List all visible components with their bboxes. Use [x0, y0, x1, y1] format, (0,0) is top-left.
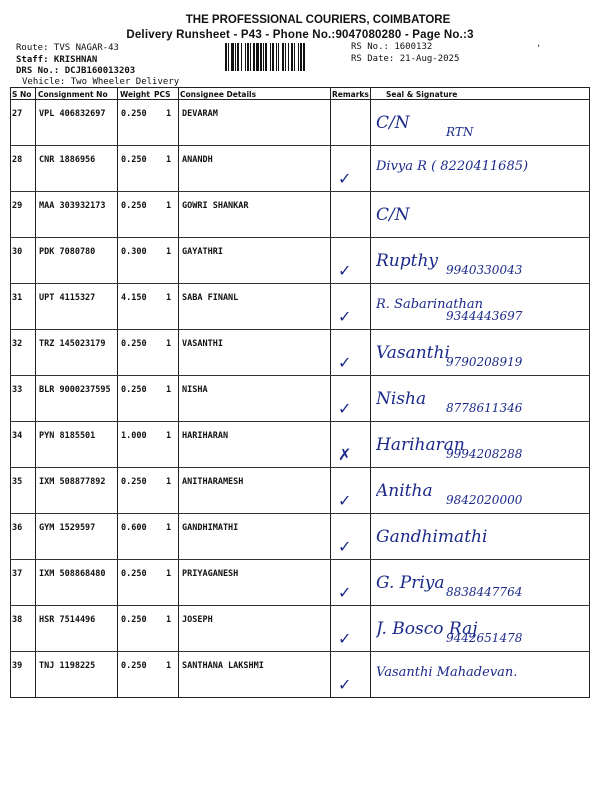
cell-consignee: NISHA: [182, 385, 208, 395]
barcode-bar: [282, 43, 284, 71]
row-divider: [10, 651, 590, 652]
cell-consignee: HARIHARAN: [182, 431, 229, 441]
rs-number: RS No.: 1600132: [351, 42, 433, 52]
cell-weight: 0.250: [121, 477, 147, 487]
cell-consignment: TNJ 1198225: [39, 661, 96, 671]
cell-consignee: GAYATHRI: [182, 247, 223, 257]
col-header-consignment: Consignment No: [38, 90, 108, 99]
barcode-bar: [231, 43, 234, 71]
cell-consignment: CNR 1886956: [39, 155, 96, 165]
row-divider: [10, 375, 590, 376]
barcode-image: [225, 43, 347, 71]
row-divider: [10, 191, 590, 192]
cell-sno: 37: [12, 569, 23, 579]
barcode-bar: [253, 43, 255, 71]
cell-weight: 0.600: [121, 523, 147, 533]
cell-consignment: MAA 303932173: [39, 201, 106, 211]
handwritten-note: RTN: [446, 125, 474, 139]
col-header-consignee: Consignee Details: [180, 90, 257, 99]
cell-weight: 1.000: [121, 431, 147, 441]
handwritten-signature: C/N: [376, 113, 410, 133]
handwritten-note: 9994208288: [446, 447, 523, 461]
remark-mark: ✓: [338, 537, 352, 556]
cell-sno: 38: [12, 615, 23, 625]
handwritten-signature: Vasanthi Mahadevan.: [376, 665, 518, 680]
handwritten-signature: C/N: [376, 205, 410, 225]
cell-consignment: IXM 508877892: [39, 477, 106, 487]
remark-mark: ✓: [338, 629, 352, 648]
cell-weight: 0.250: [121, 385, 147, 395]
handwritten-note: 9940330043: [446, 263, 523, 277]
cell-pcs: 1: [166, 523, 172, 533]
cell-consignment: HSR 7514496: [39, 615, 96, 625]
remark-mark: ✓: [338, 675, 352, 694]
row-divider: [10, 283, 590, 284]
cell-consignment: TRZ 145023179: [39, 339, 106, 349]
cell-consignee: ANANDH: [182, 155, 213, 165]
remark-mark: ✓: [338, 583, 352, 602]
barcode-bar: [263, 43, 264, 71]
runsheet-subtitle: Delivery Runsheet - P43 - Phone No.:9047080280 - Page No.:3: [126, 29, 474, 41]
barcode-bar: [278, 43, 279, 71]
barcode-bar: [235, 43, 236, 71]
handwritten-signature: G. Priya: [376, 573, 445, 593]
staff-label: Staff: KRISHNAN: [16, 55, 98, 65]
handwritten-signature: Rupthy: [376, 251, 439, 271]
handwritten-note: 8838447764: [446, 585, 523, 599]
cell-sno: 29: [12, 201, 23, 211]
cell-pcs: 1: [166, 201, 172, 211]
row-divider: [10, 145, 590, 146]
cell-weight: 0.250: [121, 569, 147, 579]
cell-sno: 36: [12, 523, 23, 533]
handwritten-signature: Divya R ( 8220411685): [376, 159, 529, 174]
table-bottom-border: [10, 697, 590, 698]
handwritten-note: 8778611346: [446, 401, 523, 415]
remark-mark: ✓: [338, 491, 352, 510]
cell-consignee: SANTHANA LAKSHMI: [182, 661, 264, 671]
table-header-border: [10, 99, 590, 100]
cell-pcs: 1: [166, 431, 172, 441]
barcode-bar: [270, 43, 271, 71]
cell-consignment: IXM 508868480: [39, 569, 106, 579]
cell-sno: 33: [12, 385, 23, 395]
cell-weight: 0.250: [121, 201, 147, 211]
row-divider: [10, 329, 590, 330]
barcode-bar: [228, 43, 229, 71]
company-title: THE PROFESSIONAL COURIERS, COIMBATORE: [185, 14, 451, 26]
cell-consignment: UPT 4115327: [39, 293, 96, 303]
barcode-bar: [241, 43, 242, 71]
handwritten-signature: Gandhimathi: [376, 527, 488, 547]
cell-pcs: 1: [166, 109, 172, 119]
barcode-bar: [256, 43, 259, 71]
remark-mark: ✓: [338, 353, 352, 372]
row-divider: [10, 237, 590, 238]
cell-consignee: GOWRI SHANKAR: [182, 201, 249, 211]
cell-weight: 0.250: [121, 661, 147, 671]
cell-pcs: 1: [166, 155, 172, 165]
barcode-bar: [245, 43, 246, 71]
cell-sno: 27: [12, 109, 23, 119]
cell-weight: 0.250: [121, 155, 147, 165]
cell-weight: 0.250: [121, 615, 147, 625]
cell-sno: 34: [12, 431, 23, 441]
cell-weight: 4.150: [121, 293, 147, 303]
cell-consignee: GANDHIMATHI: [182, 523, 239, 533]
handwritten-signature: J. Bosco Raj: [376, 619, 478, 639]
cell-weight: 0.300: [121, 247, 147, 257]
col-header-seal: Seal & Signature: [386, 90, 458, 99]
barcode-bar: [272, 43, 274, 71]
cell-sno: 30: [12, 247, 23, 257]
cell-sno: 31: [12, 293, 23, 303]
handwritten-signature: Anitha: [376, 481, 433, 501]
corner-mark: ': [536, 44, 542, 54]
rs-date: RS Date: 21-Aug-2025: [351, 54, 460, 64]
cell-pcs: 1: [166, 569, 172, 579]
cell-consignment: GYM 1529597: [39, 523, 96, 533]
drs-number: DRS No.: DCJB160013203: [16, 66, 136, 76]
col-header-pcs: PCS: [154, 90, 171, 99]
cell-consignment: PYN 8185501: [39, 431, 96, 441]
barcode-bar: [247, 43, 249, 71]
barcode-bar: [276, 43, 277, 71]
barcode-bar: [260, 43, 262, 71]
cell-pcs: 1: [166, 293, 172, 303]
row-divider: [10, 467, 590, 468]
cell-consignment: VPL 406832697: [39, 109, 106, 119]
cell-consignee: DEVARAM: [182, 109, 218, 119]
barcode-bar: [225, 43, 227, 71]
vehicle-label: Vehicle: Two Wheeler Delivery: [22, 77, 180, 87]
cell-pcs: 1: [166, 477, 172, 487]
handwritten-note: 9442651478: [446, 631, 523, 645]
cell-sno: 39: [12, 661, 23, 671]
handwritten-note: 9790208919: [446, 355, 523, 369]
cell-consignment: PDK 7080780: [39, 247, 96, 257]
cell-weight: 0.250: [121, 339, 147, 349]
remark-mark: ✓: [338, 399, 352, 418]
row-divider: [10, 513, 590, 514]
barcode-bar: [237, 43, 239, 71]
cell-weight: 0.250: [121, 109, 147, 119]
cell-sno: 32: [12, 339, 23, 349]
col-header-remarks: Remarks: [332, 90, 369, 99]
col-header-sno: S No: [12, 90, 32, 99]
handwritten-signature: Vasanthi: [376, 343, 450, 363]
table-top-border: [10, 87, 590, 88]
cell-pcs: 1: [166, 615, 172, 625]
row-divider: [10, 421, 590, 422]
cell-consignee: SABA FINANL: [182, 293, 239, 303]
cell-sno: 28: [12, 155, 23, 165]
cell-consignee: PRIYAGANESH: [182, 569, 239, 579]
barcode-bar: [265, 43, 267, 71]
cell-consignee: ANITHARAMESH: [182, 477, 244, 487]
runsheet-table: [10, 87, 590, 698]
handwritten-note: 9842020000: [446, 493, 523, 507]
handwritten-signature: Nisha: [376, 389, 427, 409]
barcode-bar: [298, 43, 299, 71]
remark-mark: ✗: [338, 445, 352, 464]
remark-mark: ✓: [338, 307, 352, 326]
cell-sno: 35: [12, 477, 23, 487]
barcode-bar: [285, 43, 286, 71]
barcode-bar: [303, 43, 305, 71]
barcode-bar: [291, 43, 293, 71]
barcode-bar: [300, 43, 302, 71]
cell-pcs: 1: [166, 339, 172, 349]
cell-pcs: 1: [166, 247, 172, 257]
remark-mark: ✓: [338, 169, 352, 188]
handwritten-signature: Hariharan: [376, 435, 465, 455]
remark-mark: ✓: [338, 261, 352, 280]
row-divider: [10, 559, 590, 560]
cell-consignment: BLR 9000237595: [39, 385, 111, 395]
row-divider: [10, 605, 590, 606]
col-header-weight: Weight: [120, 90, 150, 99]
handwritten-note: 9344443697: [446, 309, 523, 323]
barcode-bar: [288, 43, 289, 71]
cell-consignee: JOSEPH: [182, 615, 213, 625]
cell-consignee: VASANTHI: [182, 339, 223, 349]
route-label: Route: TVS NAGAR-43: [16, 43, 119, 53]
cell-pcs: 1: [166, 661, 172, 671]
barcode-bar: [294, 43, 295, 71]
barcode-bar: [250, 43, 251, 71]
handwritten-signature: R. Sabarinathan: [376, 297, 483, 312]
cell-pcs: 1: [166, 385, 172, 395]
